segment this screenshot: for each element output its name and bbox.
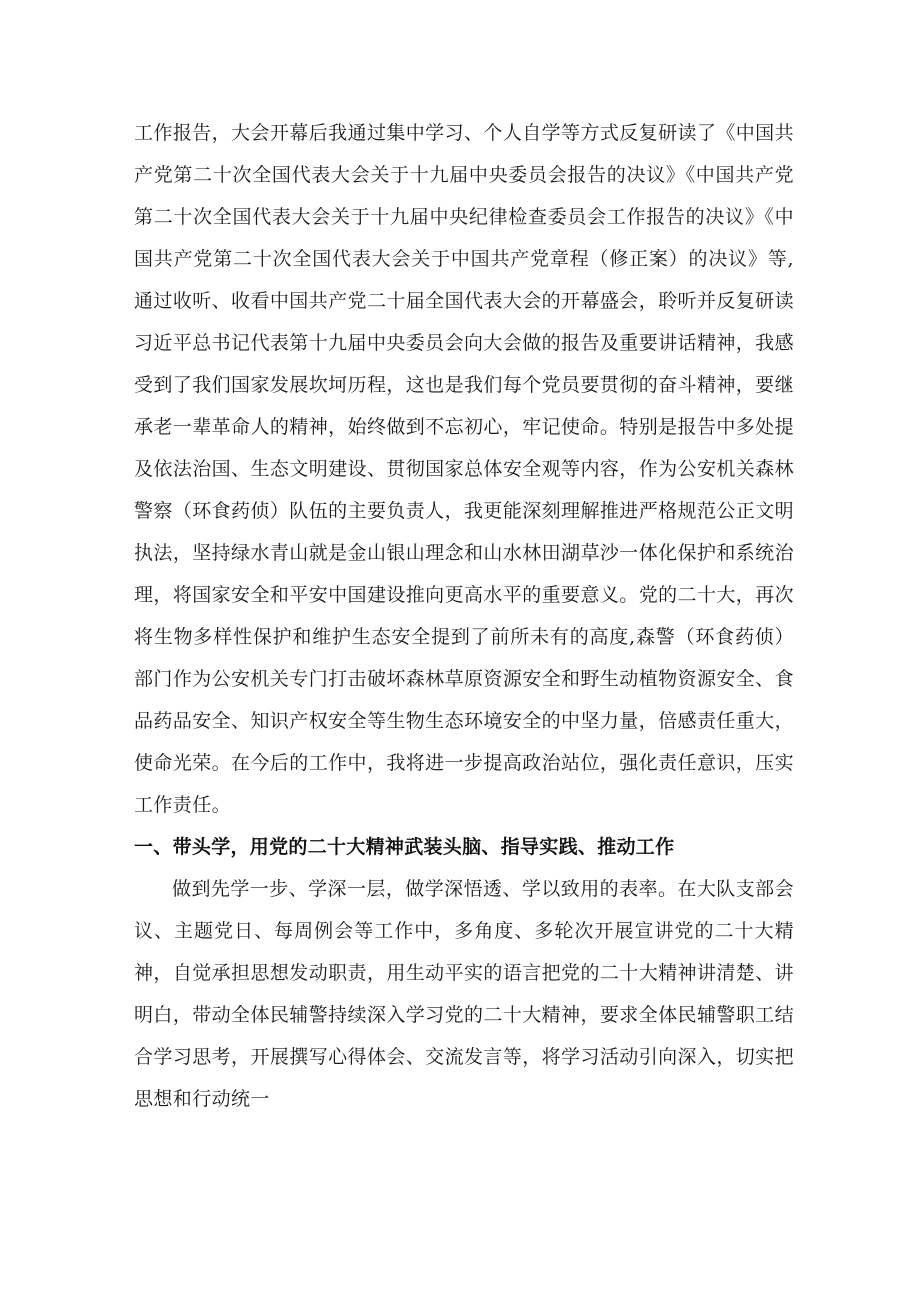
section-heading: 一、带头学，用党的二十大精神武装头脑、指导实践、推动工作 [134, 836, 675, 858]
document-body [134, 112, 794, 1120]
body-paragraph-continued: 工作报告，大会开幕后我通过集中学习、个人自学等方式反复研读了《中国共产党第二十次全国代表大会关于十九届中央委员会报告的决议》《中国共产党第二十次全国代表大会关于十九届中央纪律检查委员会工作报告的决议》《中国共产党第二十次全国代表大会关于中国共产党章程（修正案）的决议》等,通过收听、收看中国共产党二十届全国代表大会的开幕盛会，聆听并反复研读习近平总书记代表第十九届中央委员会向大会做的报告及重要讲话精神，我感受到了我们国家发展坎坷历程，这也是我们每个党员要贯彻的奋斗精神，要继承老一辈革命人的精神，始终做到不忘初心，牢记使命。特别是报告中多处提及依法治国、生态文明建设、贯彻国家总体安全观等内容，作为公安机关森林警察（环食药侦）队伍的主要负责人，我更能深刻理解推进严格规范公正文明执法，坚持绿水青山就是金山银山理念和山水林田湖草沙一体化保护和系统治理，将国家安全和平安中国建设推向更高水平的重要意义。党的二十大，再次将生物多样性保护和维护生态安全提到了前所未有的高度,森警（环食药侦）部门作为公安机关专门打击破坏森林草原资源安全和野生动植物资源安全、食品药品安全、知识产权安全等生物生态环境安全的中坚力量，倍感责任重大，使命光荣。在今后的工作中，我将进一步提高政治站位，强化责任意识，压实工作责任。 [134, 122, 794, 816]
body-paragraph: 做到先学一步、学深一层，做学深悟透、学以致用的表率。在大队支部会议、主题党日、每周例会等工作中，多角度、多轮次开展宣讲党的二十大精神，自觉承担思想发动职责，用生动平实的语言把党的二十大精神讲清楚、讲明白，带动全体民辅警持续深入学习党的二十大精神，要求全体民辅警职工结合学习思考，开展撰写心得体会、交流发言等，将学习活动引向深入，切实把思想和行动统一 [134, 878, 794, 1110]
